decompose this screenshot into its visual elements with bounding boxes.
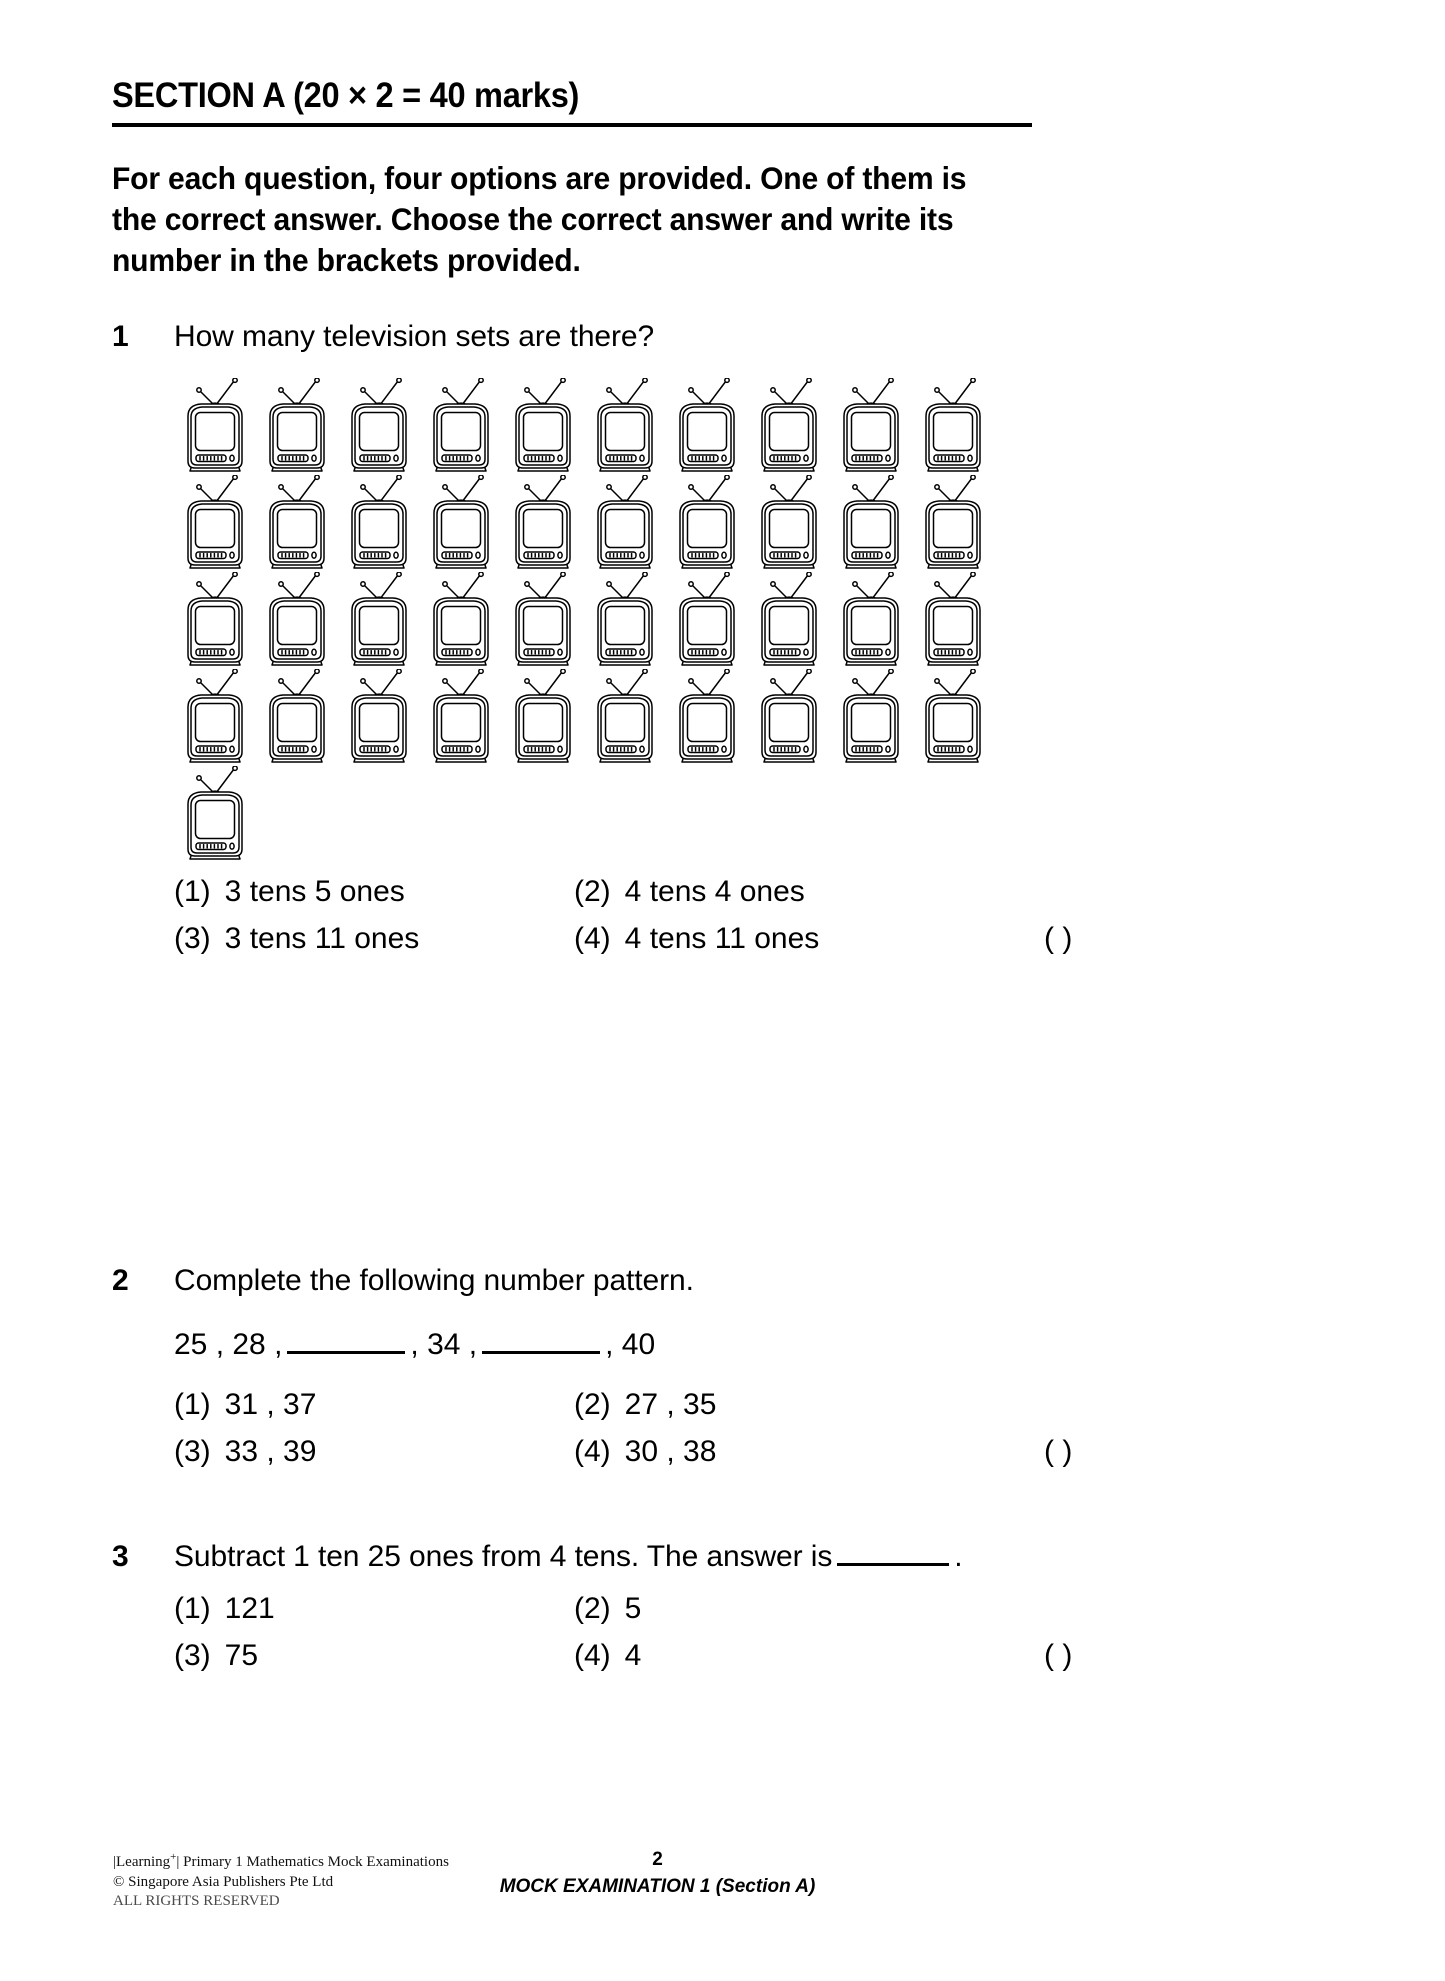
option-4[interactable] xyxy=(574,1433,974,1471)
option-4-label: (4) xyxy=(574,1435,611,1468)
option-2-text: 5 xyxy=(624,1592,642,1625)
television-icon xyxy=(666,378,748,475)
option-1[interactable] xyxy=(174,1590,574,1628)
television-icon xyxy=(584,572,666,669)
option-1-label: (1) xyxy=(174,1592,211,1625)
option-2[interactable] xyxy=(574,1386,974,1424)
television-icon xyxy=(420,378,502,475)
question-1-heading xyxy=(112,318,1052,356)
footer-center-block xyxy=(0,1848,1445,1899)
question-3 xyxy=(112,1538,1073,1684)
option-1-text: 31 , 37 xyxy=(224,1388,317,1421)
question-1-options xyxy=(174,873,1073,967)
question-2 xyxy=(112,1262,1073,1480)
page-footer xyxy=(0,1848,1445,1938)
television-icon xyxy=(666,475,748,572)
option-3[interactable] xyxy=(174,1433,574,1471)
television-icon xyxy=(174,572,256,669)
option-4[interactable] xyxy=(574,1637,974,1675)
option-row xyxy=(174,1433,1073,1480)
option-3-label: (3) xyxy=(174,1639,211,1672)
question-2-number: 2 xyxy=(112,1264,129,1297)
television-icon xyxy=(174,475,256,572)
television-icon xyxy=(912,378,994,475)
television-illustration xyxy=(174,378,1052,863)
television-icon xyxy=(338,378,420,475)
answer-bracket-2[interactable]: ( ) xyxy=(1044,1435,1073,1468)
option-2-label: (2) xyxy=(574,1388,611,1421)
television-icon xyxy=(666,572,748,669)
pattern-blank-2[interactable] xyxy=(482,1340,600,1354)
television-row xyxy=(174,572,1052,669)
question-3-number: 3 xyxy=(112,1540,129,1573)
television-icon xyxy=(256,378,338,475)
television-icon xyxy=(502,572,584,669)
television-icon xyxy=(748,572,830,669)
option-4-text: 4 tens 11 ones xyxy=(624,922,820,955)
exam-label: MOCK EXAMINATION 1 (Section A) xyxy=(499,1876,816,1897)
option-2[interactable] xyxy=(574,873,974,911)
option-3-text: 75 xyxy=(224,1639,259,1672)
television-icon xyxy=(584,475,666,572)
question-3-text xyxy=(174,1538,963,1576)
instructions-text: For each question, four options are provided. One of them is the correct answer. Choose the correct answer and write its number in the brackets provided. xyxy=(112,160,967,278)
option-3-label: (3) xyxy=(174,922,211,955)
television-icon xyxy=(748,669,830,766)
television-icon xyxy=(174,378,256,475)
question-3-text-after: . xyxy=(954,1540,963,1573)
television-icon xyxy=(420,669,502,766)
option-1[interactable] xyxy=(174,1386,574,1424)
television-row xyxy=(174,378,1052,475)
television-icon xyxy=(830,669,912,766)
question-3-blank[interactable] xyxy=(837,1552,949,1566)
pattern-middle: , 34 , xyxy=(410,1328,478,1361)
television-icon xyxy=(338,475,420,572)
option-3-label: (3) xyxy=(174,1435,211,1468)
footer-series-superscript: + xyxy=(170,1851,177,1863)
footer-rights: ALL RIGHTS RESERVED xyxy=(113,1893,280,1909)
header-divider xyxy=(112,123,1032,127)
television-icon xyxy=(912,669,994,766)
option-row xyxy=(174,873,1052,920)
option-1-text: 3 tens 5 ones xyxy=(224,875,405,908)
number-pattern xyxy=(174,1326,1052,1364)
question-2-text: Complete the following number pattern. xyxy=(174,1264,694,1297)
pattern-after: , 40 xyxy=(605,1328,656,1361)
option-4-label: (4) xyxy=(574,1639,611,1672)
television-row xyxy=(174,475,1052,572)
page-title: SECTION A (20 × 2 = 40 marks) xyxy=(112,76,580,115)
television-icon xyxy=(748,475,830,572)
option-3[interactable] xyxy=(174,1637,574,1675)
television-icon xyxy=(830,378,912,475)
option-3-text: 33 , 39 xyxy=(224,1435,317,1468)
question-1-text: How many television sets are there? xyxy=(174,320,655,353)
option-2-label: (2) xyxy=(574,875,611,908)
television-icon xyxy=(584,669,666,766)
television-icon xyxy=(502,475,584,572)
pattern-blank-1[interactable] xyxy=(287,1340,405,1354)
option-2-text: 4 tens 4 ones xyxy=(624,875,805,908)
option-2-text: 27 , 35 xyxy=(624,1388,717,1421)
question-1 xyxy=(112,318,1073,967)
option-1-label: (1) xyxy=(174,875,211,908)
television-icon xyxy=(420,572,502,669)
television-icon xyxy=(502,378,584,475)
television-icon xyxy=(912,572,994,669)
pattern-before: 25 , 28 , xyxy=(174,1328,283,1361)
option-2[interactable] xyxy=(574,1590,974,1628)
television-icon xyxy=(912,475,994,572)
footer-series: |Learning xyxy=(113,1854,171,1870)
television-icon xyxy=(256,475,338,572)
television-icon xyxy=(338,572,420,669)
question-3-text-before: Subtract 1 ten 25 ones from 4 tens. The answer is xyxy=(174,1540,833,1573)
television-icon xyxy=(338,669,420,766)
option-row xyxy=(174,920,1073,967)
option-3[interactable] xyxy=(174,920,574,958)
option-4-text: 4 xyxy=(624,1639,642,1672)
option-1-text: 121 xyxy=(224,1592,275,1625)
answer-bracket-1[interactable]: ( ) xyxy=(1044,922,1073,955)
question-1-number: 1 xyxy=(112,320,129,353)
television-row xyxy=(174,669,1052,766)
television-icon xyxy=(174,766,256,863)
option-4-label: (4) xyxy=(574,922,611,955)
television-icon xyxy=(174,669,256,766)
option-row xyxy=(174,1386,1052,1433)
television-icon xyxy=(256,669,338,766)
question-2-heading xyxy=(112,1262,1052,1300)
television-icon xyxy=(830,475,912,572)
page-number: 2 xyxy=(652,1849,663,1870)
option-3-text: 3 tens 11 ones xyxy=(224,922,420,955)
television-icon xyxy=(502,669,584,766)
section-header xyxy=(112,78,1032,127)
television-icon xyxy=(666,669,748,766)
footer-series-rest: | Primary 1 Mathematics Mock Examinations xyxy=(176,1854,449,1870)
option-4-text: 30 , 38 xyxy=(624,1435,717,1468)
answer-bracket-3[interactable]: ( ) xyxy=(1044,1639,1073,1672)
television-row xyxy=(174,766,1052,863)
option-1-label: (1) xyxy=(174,1388,211,1421)
television-icon xyxy=(420,475,502,572)
option-row xyxy=(174,1637,1073,1684)
option-2-label: (2) xyxy=(574,1592,611,1625)
option-row xyxy=(174,1590,1052,1637)
question-3-heading xyxy=(112,1538,1052,1576)
television-icon xyxy=(748,378,830,475)
option-1[interactable] xyxy=(174,873,574,911)
footer-copyright: © Singapore Asia Publishers Pte Ltd xyxy=(113,1873,334,1890)
television-icon xyxy=(830,572,912,669)
question-2-options xyxy=(174,1386,1073,1480)
question-3-options xyxy=(174,1590,1073,1684)
option-4[interactable] xyxy=(574,920,974,958)
television-icon xyxy=(256,572,338,669)
television-icon xyxy=(584,378,666,475)
